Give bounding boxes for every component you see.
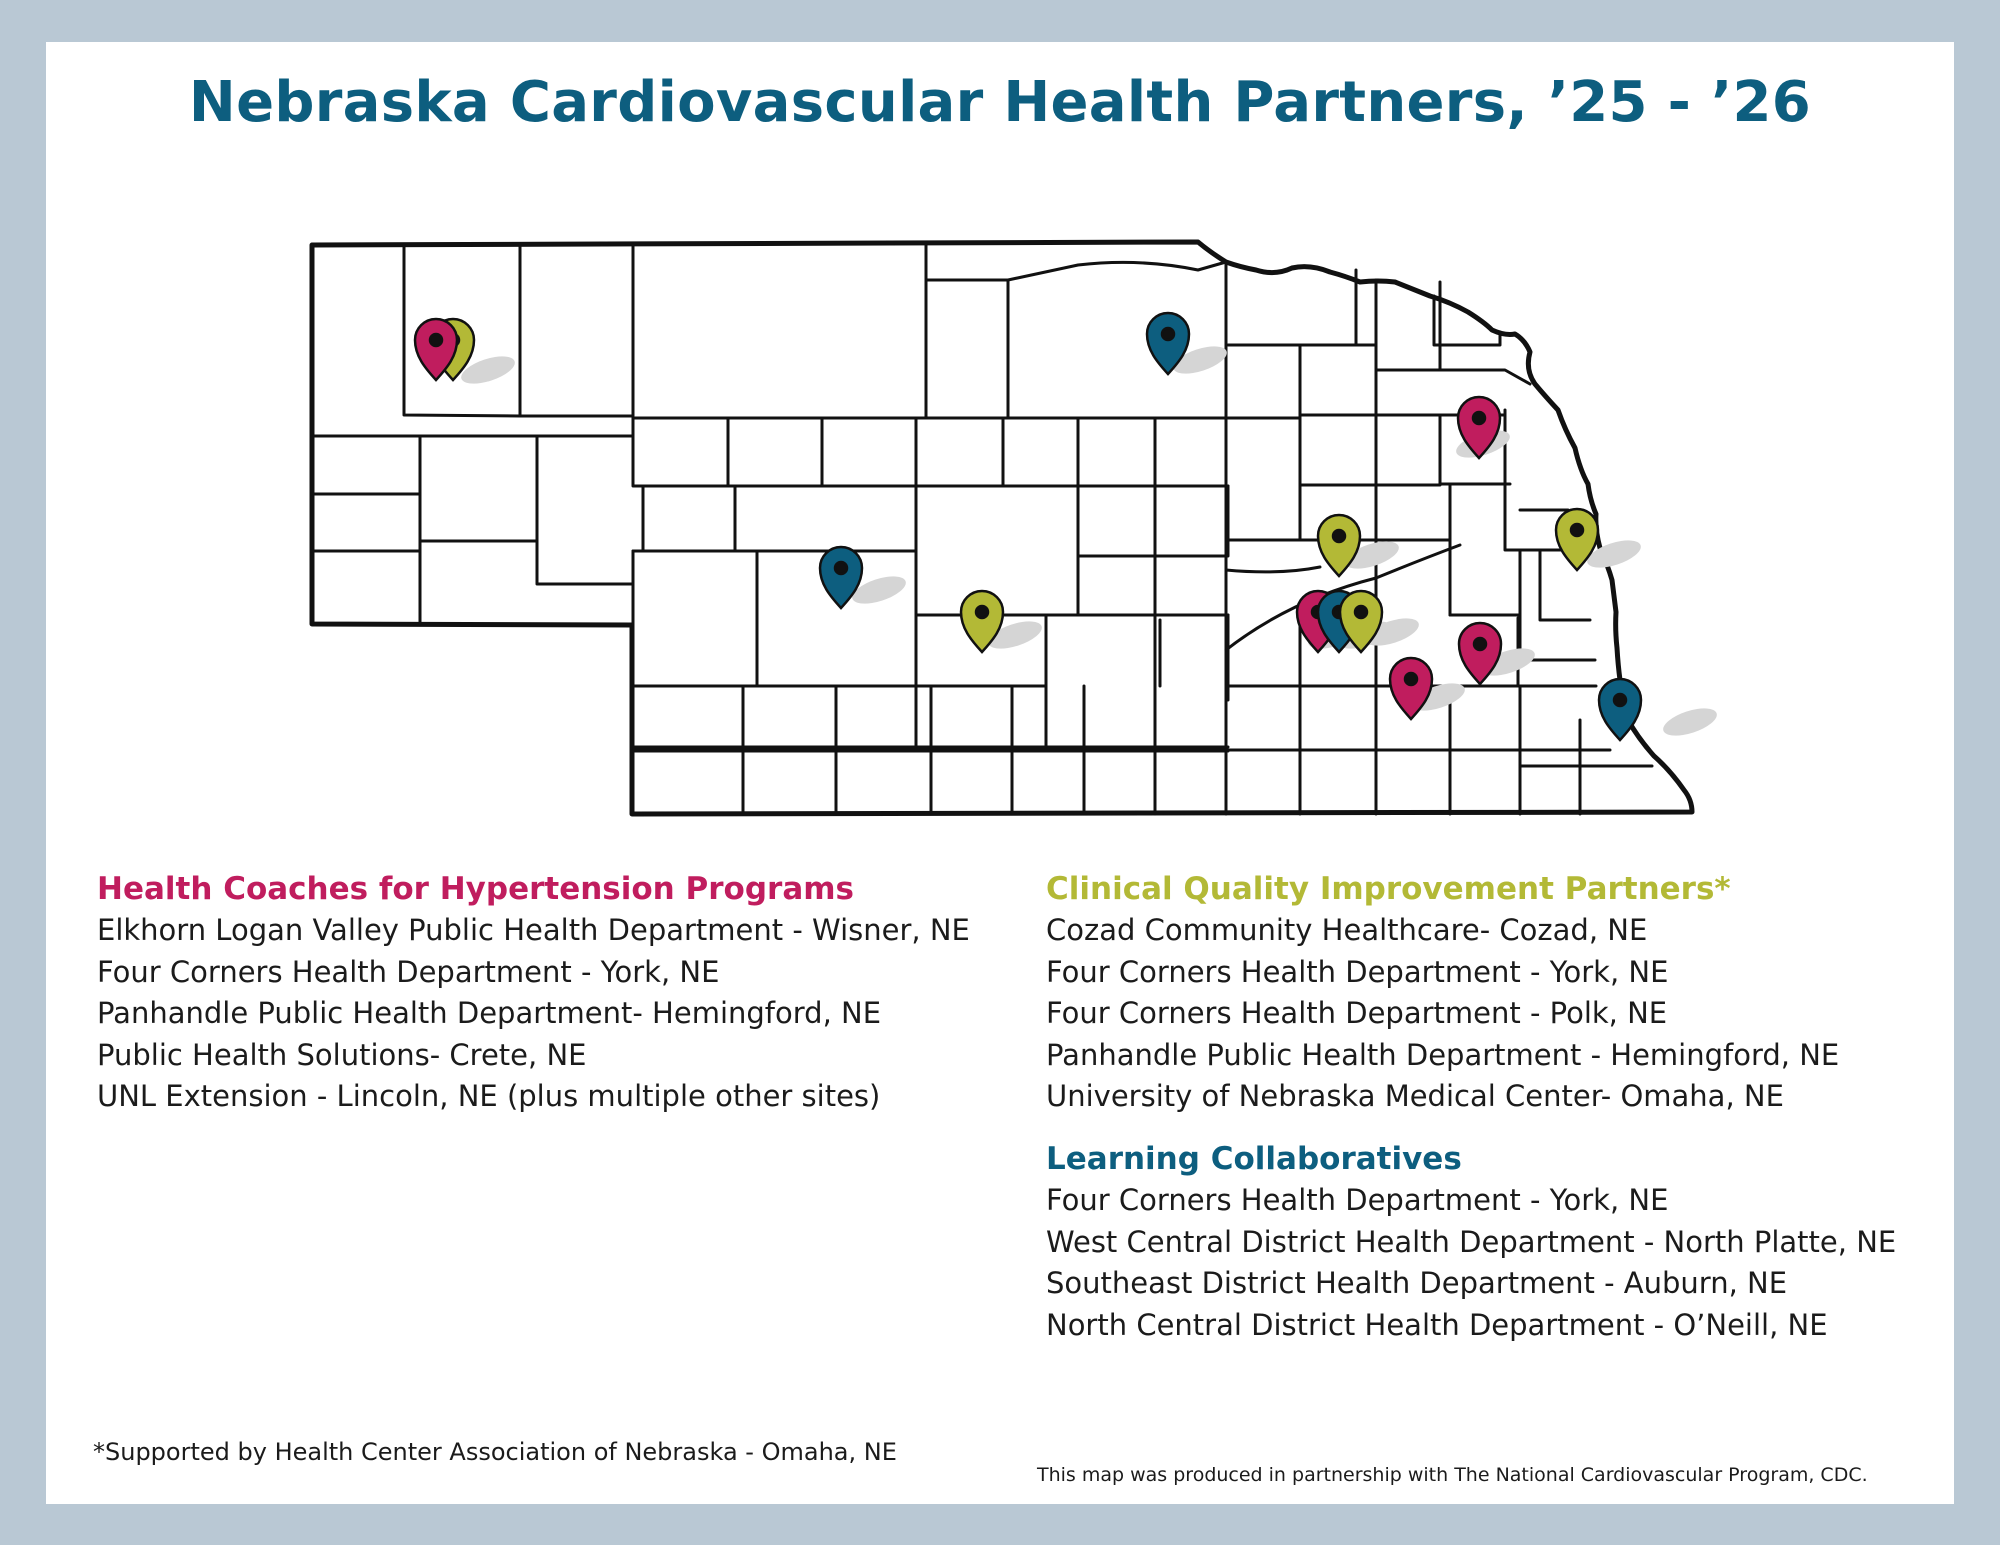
list-item: Elkhorn Logan Valley Public Health Department - Wisner, NE	[97, 913, 970, 947]
map-markers	[415, 313, 1641, 740]
list-item: North Central District Health Department - O’Neill, NE	[1046, 1307, 1828, 1342]
marker-shadows	[458, 341, 1720, 741]
credit-text: This map was produced in partnership with The National Cardiovascular Program, CDC.	[1037, 1464, 1868, 1486]
section-heading-learning-collaboratives: Learning Collaboratives	[1046, 1141, 1462, 1177]
section-heading-health-coaches: Health Coaches for Hypertension Programs	[97, 871, 855, 907]
list-item: Cozad Community Healthcare- Cozad, NE	[1046, 913, 1648, 947]
list-item: Four Corners Health Department - Polk, NE	[1046, 996, 1668, 1030]
page-title: Nebraska Cardiovascular Health Partners, ’25 - ’26	[188, 70, 1812, 135]
list-item: Four Corners Health Department - York, NE	[97, 954, 720, 989]
legend-clinical-quality	[1046, 868, 1926, 1118]
list-item: Southeast District Health Department - Auburn, NE	[1046, 1266, 1788, 1300]
list-item: Public Health Solutions- Crete, NE	[97, 1037, 587, 1072]
list-item: Four Corners Health Department - York, NE	[1046, 1183, 1669, 1217]
list-item: Panhandle Public Health Department - Hemingford, NE	[1046, 1037, 1840, 1072]
list-item: Panhandle Public Health Department- Hemingford, NE	[97, 996, 882, 1030]
list-item: University of Nebraska Medical Center- Omaha, NE	[1046, 1079, 1784, 1113]
county-lines	[312, 245, 1652, 814]
footnote: *Supported by Health Center Association of Nebraska - Omaha, NE	[93, 1438, 897, 1466]
section-heading-clinical-quality: Clinical Quality Improvement Partners*	[1046, 871, 1731, 907]
list-item: Four Corners Health Department - York, NE	[1046, 954, 1669, 989]
legend-learning-collaboratives	[1046, 1138, 1926, 1346]
list-item: West Central District Health Department - North Platte, NE	[1046, 1224, 1897, 1259]
legend-health-coaches	[97, 868, 997, 1118]
list-item: UNL Extension - Lincoln, NE (plus multiple other sites)	[97, 1079, 881, 1113]
